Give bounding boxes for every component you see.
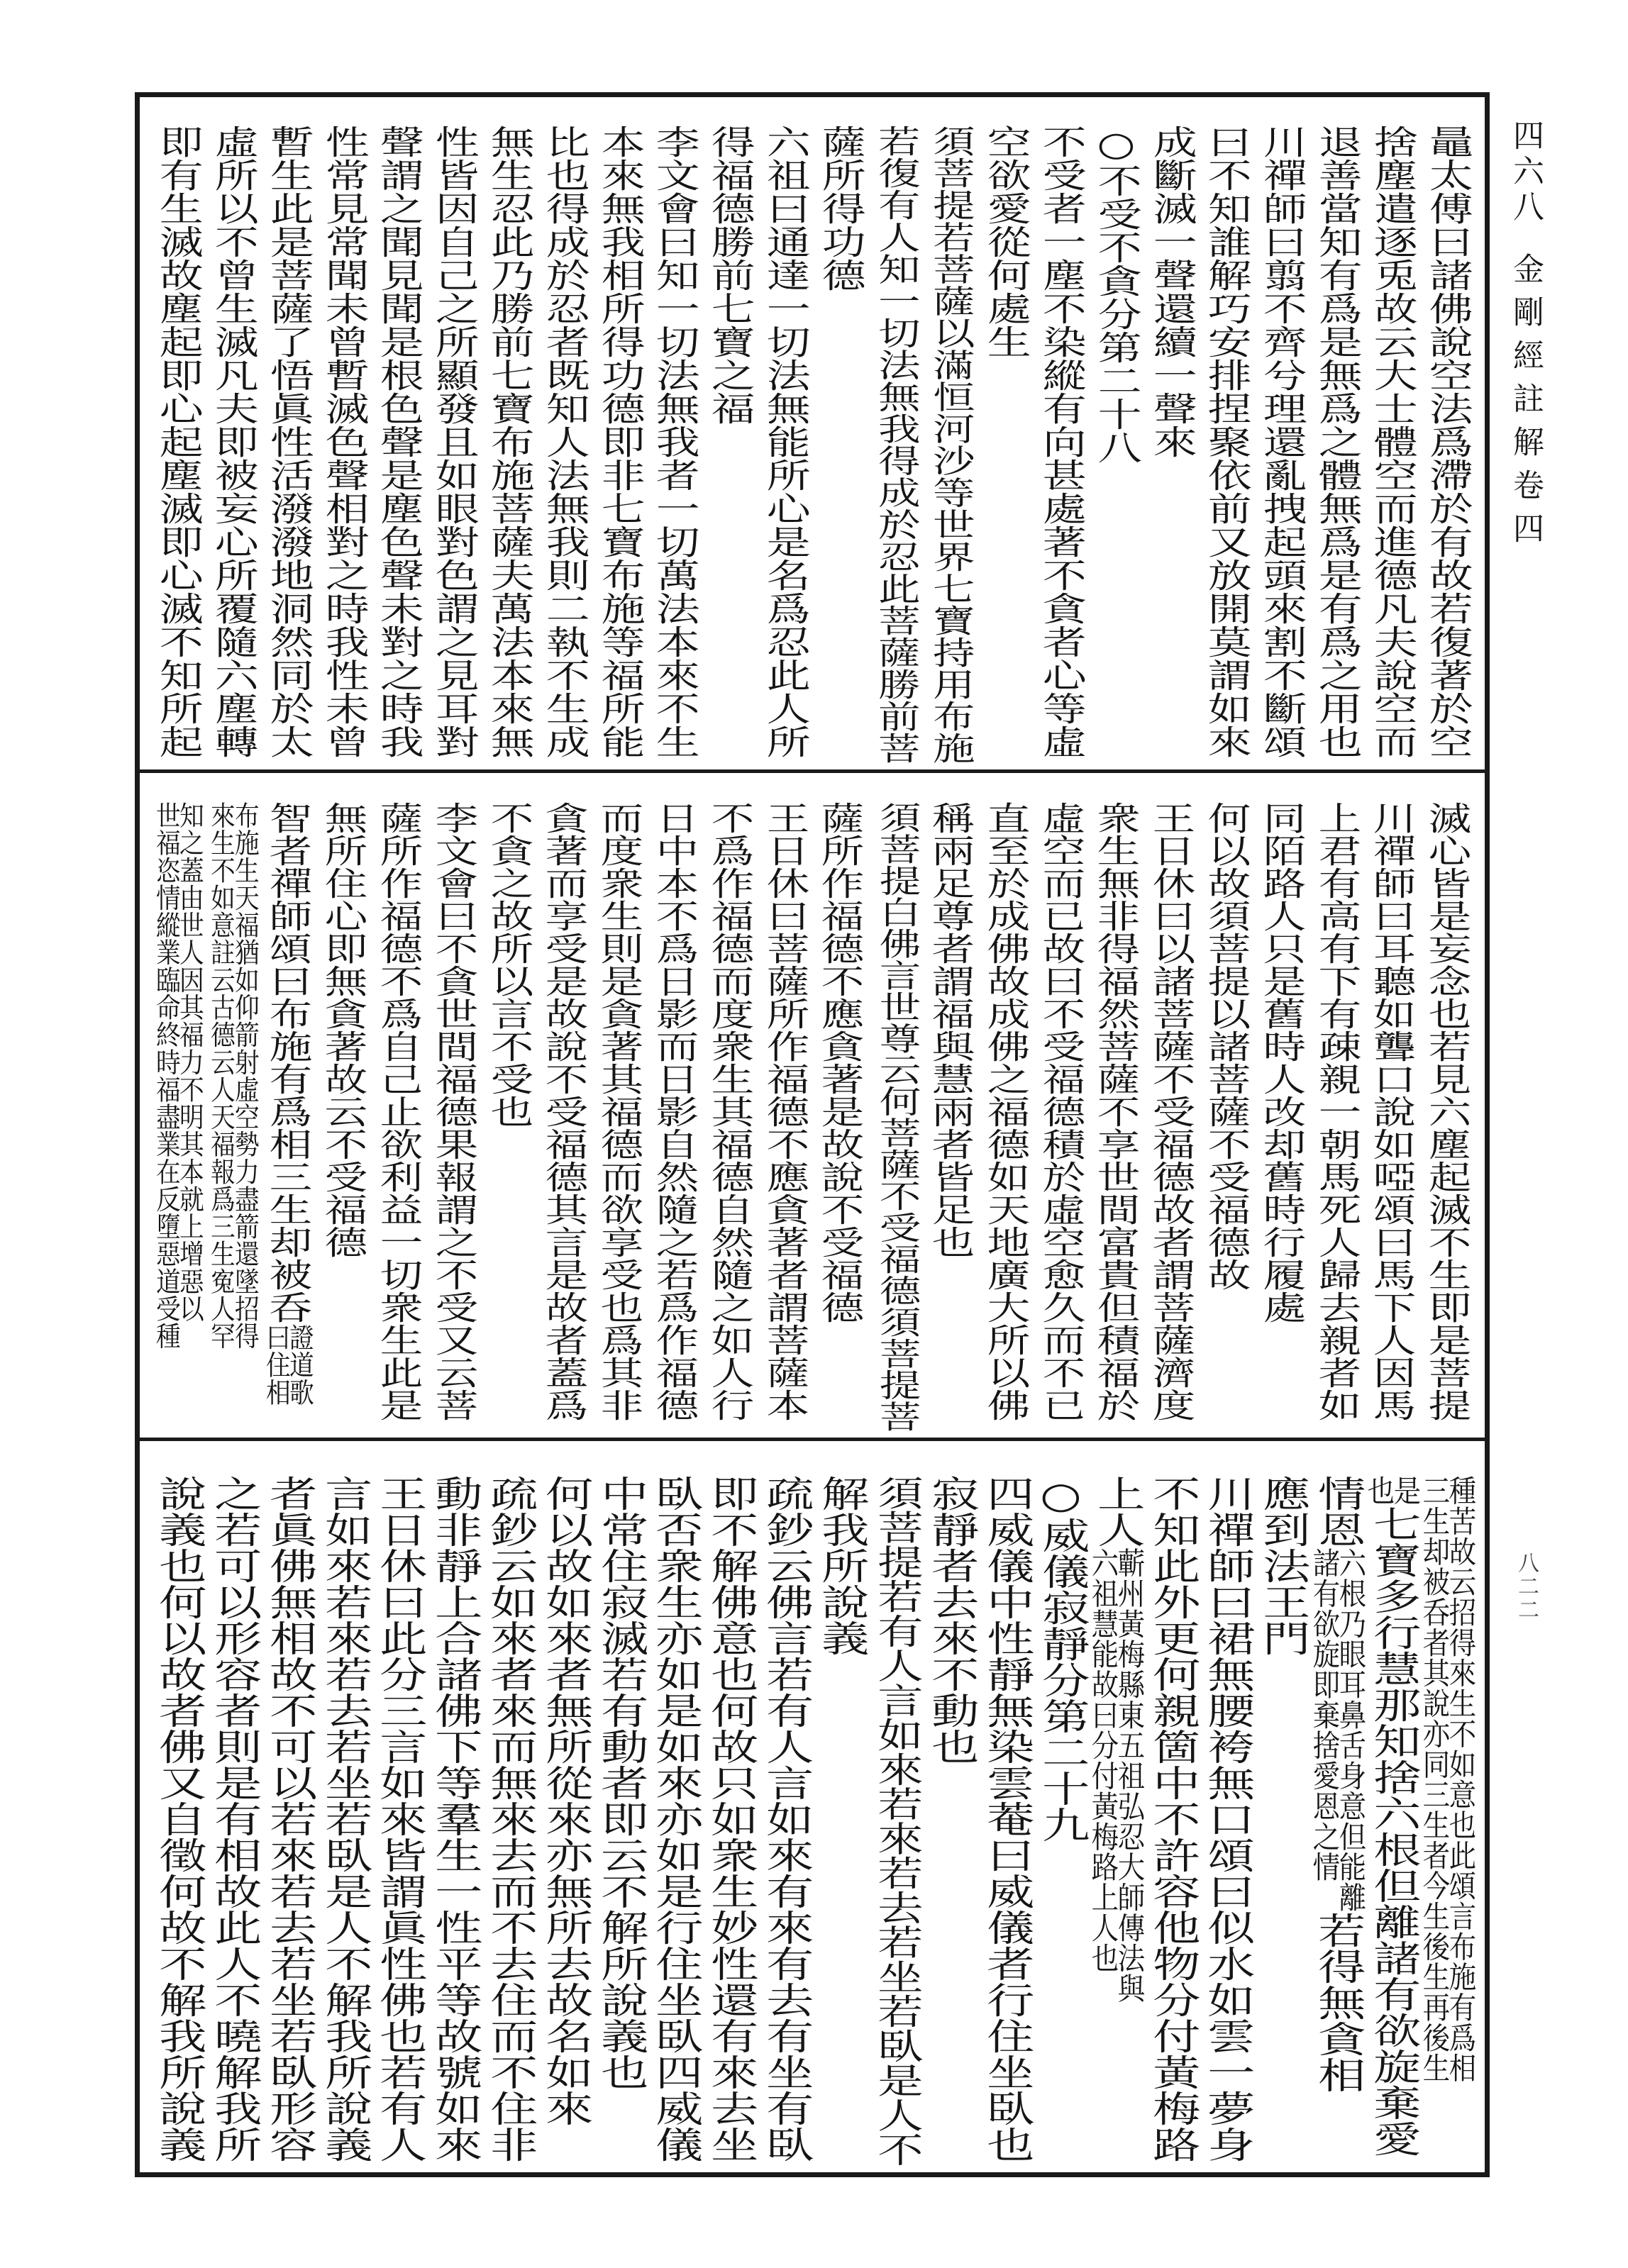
text-column <box>1419 801 1475 1421</box>
main-text: 同陌路人只是舊時人改却舊時行履處 <box>1256 801 1307 1323</box>
main-text: 王日休曰此分三言如來皆謂眞性佛也若有人 <box>371 1475 426 2162</box>
text-column <box>1088 801 1144 1421</box>
main-text: 即不解佛意也何故只如衆生妙性還有來去坐 <box>702 1475 758 2162</box>
running-title: 金剛經註解卷四 <box>1507 252 1544 555</box>
main-text: 中常住寂滅若有動者即云不解所說義也 <box>592 1475 648 2090</box>
main-text: 空欲愛從何處生 <box>980 125 1032 358</box>
text-column <box>1144 1475 1199 2162</box>
main-text: 即有生滅故塵起即心起塵滅即心滅不知所起 <box>152 125 204 758</box>
note-line: 六根乃眼耳鼻舌身意但能離 <box>1334 1547 1366 1913</box>
main-text: 薩所作福德不應貪著是故說不受福德 <box>814 801 865 1323</box>
interlinear-note <box>206 801 260 1350</box>
main-text: 不知此外更何親箇中不許容他物分付黃梅路 <box>1144 1475 1200 2162</box>
text-column <box>1419 1475 1475 2083</box>
main-text: 解我所說義 <box>812 1475 868 1656</box>
text-column <box>868 801 923 1432</box>
text-column <box>592 801 647 1421</box>
main-text: 李文會曰不貪世間福德果報謂之不受又云菩 <box>428 801 480 1421</box>
main-text: 上人 <box>1088 1475 1144 1547</box>
main-text: 七寶多行慧那知捨六根但離諸有欲旋棄愛 <box>1364 1505 1420 2157</box>
text-column <box>150 1475 206 2162</box>
main-text: ○不受不貪分第二十八 <box>1090 125 1142 464</box>
text-column <box>978 1475 1034 2162</box>
text-column <box>371 125 426 758</box>
note-line: 知之蓋由世人因其福力不明其本就上增惡以 <box>175 801 204 1323</box>
main-text: 成斷滅一聲還續一聲來 <box>1145 125 1197 458</box>
interlinear-note <box>1418 1475 1477 2083</box>
text-column <box>1309 1475 1365 2093</box>
text-column <box>206 125 261 758</box>
text-column <box>536 125 592 758</box>
text-column <box>1144 125 1199 458</box>
register-bottom <box>140 1441 1485 2172</box>
main-text: 川禪師曰裙無腰袴無口頌曰似水如雲一夢身 <box>1198 1475 1254 2162</box>
text-column <box>978 125 1034 358</box>
main-text: 比也得成於忍者既知人法無我則二執不生成 <box>538 125 590 758</box>
main-text: 直至於成佛故成佛之福德如天地廣大所以佛 <box>980 801 1031 1421</box>
text-column <box>150 801 206 1350</box>
main-text: 說義也何以故者佛又自徵何故不解我所說義 <box>150 1475 206 2162</box>
note-line: 諸有欲旋即棄捨愛恩之情 <box>1307 1547 1340 1882</box>
main-text: 川禪師曰耳聽如聾口說如啞頌曰馬下人因馬 <box>1366 801 1417 1421</box>
main-text: 若復有人知一切法無我得成於忍此菩薩勝前菩 <box>870 125 921 764</box>
main-text: 智者禪師頌曰布施有爲相三生却被呑 <box>262 801 314 1323</box>
text-column <box>1364 125 1419 758</box>
text-column <box>702 125 758 425</box>
main-text: 疏鈔云佛言若有人言如來有來有去有坐有臥 <box>757 1475 813 2162</box>
text-column <box>758 125 813 758</box>
text-column <box>1034 1475 1089 1842</box>
main-text: 薩所得功德 <box>814 125 866 291</box>
note-line: 六祖慧能故曰分付黃梅路上人也 <box>1087 1547 1119 1973</box>
text-column <box>1199 125 1254 758</box>
text-column <box>482 125 537 758</box>
text-column <box>1199 801 1254 1291</box>
main-text: 須菩提若菩薩以滿恒河沙等世界七寶持用布施 <box>925 125 975 764</box>
text-column <box>868 125 923 764</box>
main-text: 虛所以不曾生滅凡夫即被妄心所覆隨六塵轉 <box>207 125 259 758</box>
main-text: 退善當知有爲是無爲之體無爲是有爲之用也 <box>1311 125 1363 758</box>
main-text: 臥否衆生亦如是如來亦如是行住坐臥四威儀 <box>646 1475 702 2162</box>
main-text: 貪著而享受是故說不受福德其言是故者蓋爲 <box>538 801 589 1421</box>
main-text: 聲謂之聞見聞是根色聲是塵色聲未對之時我 <box>372 125 425 758</box>
text-column <box>260 1475 316 2162</box>
text-column <box>1309 125 1365 758</box>
main-text: 四威儀中性靜無染雲菴曰威儀者行住坐臥也 <box>978 1475 1034 2162</box>
text-column <box>260 801 316 1406</box>
main-text: 者眞佛無相故不可以若來若去若坐若臥形容 <box>260 1475 316 2162</box>
main-text: 六祖曰通達一切法無能所心是名爲忍此人所 <box>759 125 811 758</box>
main-text: 王日休曰菩薩所作福德不應貪著者謂菩薩本 <box>759 801 811 1421</box>
main-text: 不爲作福德而度衆生其福德自然隨之如人行 <box>704 801 755 1421</box>
text-column <box>316 801 371 1258</box>
main-text: 疏鈔云如來者來而無來去而不去住而不住非 <box>481 1475 537 2162</box>
text-column <box>758 801 813 1421</box>
text-column <box>426 1475 482 2162</box>
main-text: 言如來若來若去若坐若臥是人不解我所說義 <box>316 1475 372 2162</box>
text-column <box>260 125 316 758</box>
text-column <box>923 1475 978 1764</box>
text-column <box>316 125 371 758</box>
main-text: 情恩 <box>1309 1475 1365 1547</box>
main-text: 何以故須菩提以諸菩薩不受福德故 <box>1201 801 1252 1291</box>
main-text: ○威儀寂靜分第二十九 <box>1033 1475 1089 1842</box>
text-column <box>923 801 978 1258</box>
text-column <box>812 125 868 291</box>
note-line: 三生却被呑者其說亦同三生者今生後生再後生 <box>1418 1475 1451 2083</box>
main-text: 之若可以形容者則是有相故此人不曉解我所 <box>205 1475 261 2162</box>
text-column <box>812 801 868 1323</box>
interlinear-note <box>1307 1547 1366 1913</box>
note-line: 來生不如意註云古德云人天福報爲三生寃人罕 <box>206 801 236 1350</box>
main-text: 鼂太傅曰諸佛說空法爲滯於有故若復著於空 <box>1421 125 1473 758</box>
main-text: 衆生無非得福然菩薩不享世間富貴但積福於 <box>1090 801 1141 1421</box>
text-column <box>1254 125 1309 758</box>
note-line: 也 <box>1363 1475 1395 1506</box>
main-text: 日中本不爲日影而日影自然隨之若爲作福德 <box>649 801 700 1421</box>
main-text: 李文會曰知一切法無我者一切萬法本來不生 <box>648 125 701 758</box>
interlinear-note <box>152 801 204 1350</box>
text-column <box>1034 801 1089 1421</box>
note-line: 證道歌 <box>285 1323 315 1406</box>
text-column <box>1309 801 1365 1421</box>
main-text: 王日休曰以諸菩薩不受福德故者謂菩薩濟度 <box>1146 801 1197 1421</box>
text-column <box>536 1475 592 2126</box>
main-text: 稱兩足尊者謂福與慧兩者皆足也 <box>925 801 976 1258</box>
main-text: 曰不知誰解巧安排捏聚依前又放開莫謂如來 <box>1200 125 1253 758</box>
main-text: 須菩提白佛言世尊云何菩薩不受福德須菩提菩 <box>872 801 920 1432</box>
text-column <box>1254 801 1309 1323</box>
text-column <box>371 801 426 1421</box>
text-column <box>426 801 482 1421</box>
text-column <box>482 801 537 1128</box>
text-column <box>1254 1475 1309 1656</box>
text-column <box>536 801 592 1421</box>
register-middle <box>140 773 1485 1438</box>
main-text: 虛空而已故曰不受福德積於虛空愈久而不已 <box>1035 801 1087 1421</box>
note-line: 布施生天福猶如仰箭射虛空勢力盡箭還墜招得 <box>231 801 260 1350</box>
text-column <box>758 1475 813 2162</box>
text-column <box>1363 1475 1422 2157</box>
main-text: 上君有高有下有疎親一朝馬死人歸去親者如 <box>1311 801 1363 1421</box>
main-text: 得福德勝前七寶之福 <box>704 125 756 425</box>
interlinear-note <box>1087 1547 1146 2003</box>
main-text: 滅心皆是妄念也若見六塵起滅不生即是菩提 <box>1422 801 1473 1421</box>
text-column <box>647 801 702 1421</box>
main-text: 性常見常聞未曾暫滅色聲相對之時我性未曾 <box>317 125 370 758</box>
text-column <box>647 125 702 758</box>
note-line: 蘄州黃梅縣東五祖弘忍大師傳法與 <box>1113 1547 1146 2003</box>
text-column <box>206 1475 261 2162</box>
note-line: 曰住相 <box>262 1323 292 1406</box>
text-column <box>592 125 647 758</box>
text-column <box>1144 801 1199 1421</box>
note-line: 種苦故云招得來生不如意也此頌言布施有爲相 <box>1444 1475 1477 2083</box>
text-column <box>1419 125 1475 758</box>
main-text: 應到法王門 <box>1253 1475 1309 1656</box>
main-text: 須菩提若有人言如來若來若去若坐若臥是人不 <box>869 1475 922 2167</box>
text-column <box>1088 125 1144 464</box>
text-column <box>150 125 206 758</box>
text-column <box>1364 801 1419 1421</box>
text-column <box>923 125 978 764</box>
text-column <box>316 1475 371 2162</box>
main-text: 薩所作福德不爲自己止欲利益一切衆生此是 <box>373 801 424 1421</box>
main-text: 何以故如來者無所從來亦無所去故名如來 <box>536 1475 592 2126</box>
text-column <box>1034 125 1089 758</box>
text-column <box>702 1475 758 2162</box>
main-text: 暫生此是菩薩了悟眞性活潑潑地洞然同於太 <box>262 125 314 758</box>
text-column <box>1088 1475 1144 2003</box>
main-text: 捨塵遣逐兎故云大士體空而進德凡夫說空而 <box>1366 125 1418 758</box>
register-top <box>140 97 1485 769</box>
text-column <box>206 801 261 1350</box>
text-column <box>1199 1475 1254 2162</box>
text-column <box>702 801 758 1421</box>
text-column <box>647 1475 702 2162</box>
page-number: 八二二 <box>1514 1552 1539 1622</box>
main-text: 無所住心即無貪著故云不受福德 <box>318 801 369 1258</box>
interlinear-note <box>262 1323 315 1406</box>
text-column <box>868 1475 923 2167</box>
main-text: 本來無我相所得功德即非七寶布施等福所能 <box>593 125 646 758</box>
main-text: 動非靜上合諸佛下等羣生一性平等故號如來 <box>426 1475 482 2162</box>
text-column <box>426 125 482 758</box>
text-column <box>812 1475 868 1656</box>
interlinear-note <box>1363 1475 1422 1506</box>
main-text: 無生忍此乃勝前七寶布施菩薩夫萬法本來無 <box>483 125 535 758</box>
note-line: 是 <box>1389 1475 1422 1506</box>
text-column <box>371 1475 426 2162</box>
main-text: 而度衆生則是貪著其福德而欲享受也爲其非 <box>594 801 645 1421</box>
note-line: 世福恣情縱業臨命終時福盡業在反墮惡道受種 <box>152 801 181 1350</box>
text-column <box>592 1475 647 2090</box>
main-text: 性皆因自己之所顯發且如眼對色謂之見耳對 <box>428 125 480 758</box>
main-text: 寂靜者去來不動也 <box>922 1475 978 1764</box>
text-column <box>978 801 1034 1421</box>
main-text: 若得無貪相 <box>1309 1912 1365 2094</box>
page-folio: 四六八 <box>1507 119 1544 226</box>
main-text: 不貪之故所以言不受也 <box>483 801 535 1128</box>
main-text: 不受者一塵不染縱有向甚處著不貪者心等虛 <box>1035 125 1087 758</box>
main-text: 川禪師曰翦不齊兮理還亂拽起頭來割不斷頌 <box>1256 125 1308 758</box>
text-column <box>482 1475 537 2162</box>
